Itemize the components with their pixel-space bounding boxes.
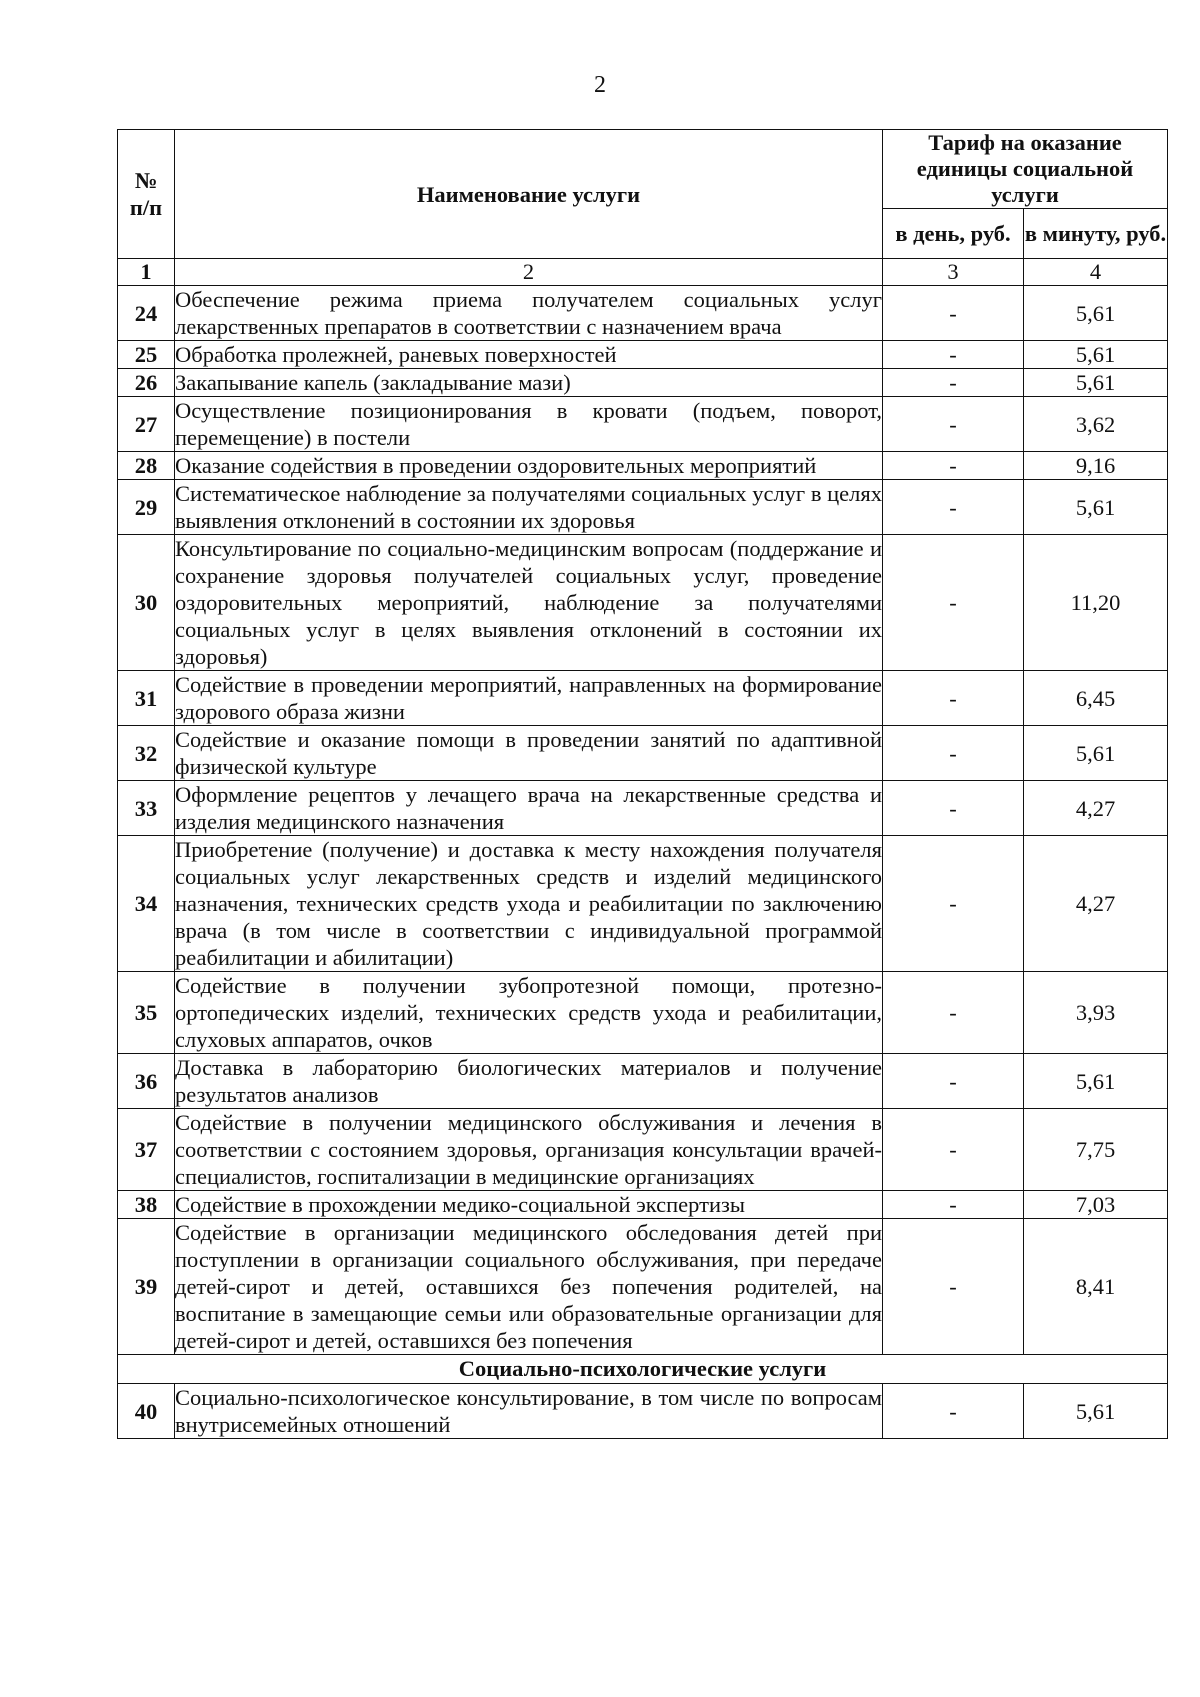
table-row [118,1109,1168,1191]
tariff-per-minute: 3,62 [1024,397,1168,452]
table-row [118,286,1168,341]
row-number: 36 [118,1054,175,1109]
tariff-per-minute: 8,41 [1024,1219,1168,1355]
service-name: Доставка в лабораторию биологических материалов и получение результатов анализов [175,1055,882,1107]
table-row [118,1219,1168,1355]
service-name: Содействие в организации медицинского обследования детей при поступлении в организации социального обслуживания, при передаче детей-сирот и детей, оставшихся без попечения родителей, на воспитание в замещающие семьи или образовательные организации для детей-сирот и детей, оставшихся без попечения [175,1220,882,1353]
table-row [118,671,1168,726]
service-name: Осуществление позиционирования в кровати (подъем, поворот, перемещение) в постели [175,398,882,450]
table-row [118,726,1168,781]
row-number: 38 [118,1191,175,1219]
tariff-per-day: - [883,671,1024,726]
tariff-per-day: - [883,972,1024,1054]
table-row [118,836,1168,972]
row-number: 26 [118,369,175,397]
header-per-day: в день, руб. [883,209,1024,259]
row-number: 28 [118,452,175,480]
table-row [118,1384,1168,1439]
tariff-per-day: - [883,397,1024,452]
rows-medical [118,286,1168,1355]
tariff-per-day: - [883,1384,1024,1439]
table-row [118,972,1168,1054]
header-tariff: Тариф на оказание единицы социальной услуги [883,130,1168,209]
row-number: 24 [118,286,175,341]
tariff-per-minute: 7,03 [1024,1191,1168,1219]
row-number: 35 [118,972,175,1054]
tariff-per-day: - [883,726,1024,781]
service-name: Содействие в проведении мероприятий, направленных на формирование здорового образа жизни [175,672,882,724]
tariff-per-minute: 5,61 [1024,480,1168,535]
section-title: Социально-психологические услуги [118,1355,1168,1384]
tariff-per-day: - [883,369,1024,397]
service-name: Содействие в прохождении медико-социальной экспертизы [175,1191,883,1219]
table-row [118,341,1168,369]
tariff-per-minute: 5,61 [1024,1054,1168,1109]
header-name: Наименование услуги [175,130,883,259]
table-row [118,369,1168,397]
tariff-per-day: - [883,781,1024,836]
service-name: Систематическое наблюдение за получателями социальных услуг в целях выявления отклонений в состоянии их здоровья [175,481,882,533]
tariff-per-day: - [883,286,1024,341]
tariff-per-minute: 11,20 [1024,535,1168,671]
table-row [118,781,1168,836]
table-row [118,397,1168,452]
col-index-3: 3 [883,259,1024,286]
tariff-per-day: - [883,452,1024,480]
row-number: 32 [118,726,175,781]
service-name: Обеспечение режима приема получателем социальных услуг лекарственных препаратов в соответствии с назначением врача [175,287,882,339]
tariff-per-minute: 5,61 [1024,369,1168,397]
tariff-per-minute: 4,27 [1024,781,1168,836]
row-number: 39 [118,1219,175,1355]
tariff-per-day: - [883,480,1024,535]
service-name: Содействие и оказание помощи в проведении занятий по адаптивной физической культуре [175,727,882,779]
table-row [118,535,1168,671]
table-row [118,1191,1168,1219]
row-number: 30 [118,535,175,671]
row-number: 33 [118,781,175,836]
tariff-per-minute: 5,61 [1024,1384,1168,1439]
table-row [118,1054,1168,1109]
table-row [118,480,1168,535]
service-name: Приобретение (получение) и доставка к месту нахождения получателя социальных услуг лекарственных средств и изделий медицинского назначения, технических средств ухода и реабилитации по заключению врача (в том числе в соответствии с индивидуальной программой реабилитации и абилитации) [175,837,882,970]
tariff-per-minute: 5,61 [1024,341,1168,369]
tariff-per-day: - [883,836,1024,972]
row-number: 40 [118,1384,175,1439]
tariff-per-minute: 6,45 [1024,671,1168,726]
col-index-1: 1 [118,259,175,286]
row-number: 37 [118,1109,175,1191]
service-name: Содействие в получении медицинского обслуживания и лечения в соответствии с состоянием здоровья, организация консультации врачей-специалистов, госпитализации в медицинские организациях [175,1110,882,1189]
row-number: 34 [118,836,175,972]
tariff-per-minute: 9,16 [1024,452,1168,480]
table-row [118,452,1168,480]
service-name: Оказание содействия в проведении оздоровительных мероприятий [175,452,883,480]
service-name: Социально-психологическое консультирование, в том числе по вопросам внутрисемейных отношений [175,1385,882,1437]
tariff-per-day: - [883,535,1024,671]
service-name: Обработка пролежней, раневых поверхностей [175,341,883,369]
tariff-per-minute: 5,61 [1024,726,1168,781]
page-number: 2 [594,72,606,98]
row-number: 27 [118,397,175,452]
rows-psychological [118,1384,1168,1439]
row-number: 29 [118,480,175,535]
header-num: № п/п [118,130,175,259]
tariff-per-minute: 5,61 [1024,286,1168,341]
row-number: 31 [118,671,175,726]
col-index-2: 2 [175,259,883,286]
column-index-row [118,259,1168,286]
tariff-per-minute: 7,75 [1024,1109,1168,1191]
tariff-per-minute: 3,93 [1024,972,1168,1054]
tariff-per-day: - [883,1219,1024,1355]
service-name: Оформление рецептов у лечащего врача на лекарственные средства и изделия медицинского назначения [175,782,882,834]
tariff-per-day: - [883,1191,1024,1219]
service-name: Консультирование по социально-медицинским вопросам (поддержание и сохранение здоровья получателей социальных услуг, проведение оздоровительных мероприятий, наблюдение за получателями социальных услуг в целях выявления отклонений в состоянии их здоровья) [175,536,882,669]
tariff-per-day: - [883,1054,1024,1109]
tariff-per-day: - [883,341,1024,369]
service-name: Закапывание капель (закладывание мази) [175,369,883,397]
tariff-per-day: - [883,1109,1024,1191]
tariff-table [117,129,1168,1439]
service-name: Содействие в получении зубопротезной помощи, протезно-ортопедических изделий, технических средств ухода и реабилитации, слуховых аппаратов, очков [175,973,882,1052]
tariff-per-minute: 4,27 [1024,836,1168,972]
section-row [118,1355,1168,1384]
header-per-minute: в минуту, руб. [1024,209,1168,259]
col-index-4: 4 [1024,259,1168,286]
row-number: 25 [118,341,175,369]
